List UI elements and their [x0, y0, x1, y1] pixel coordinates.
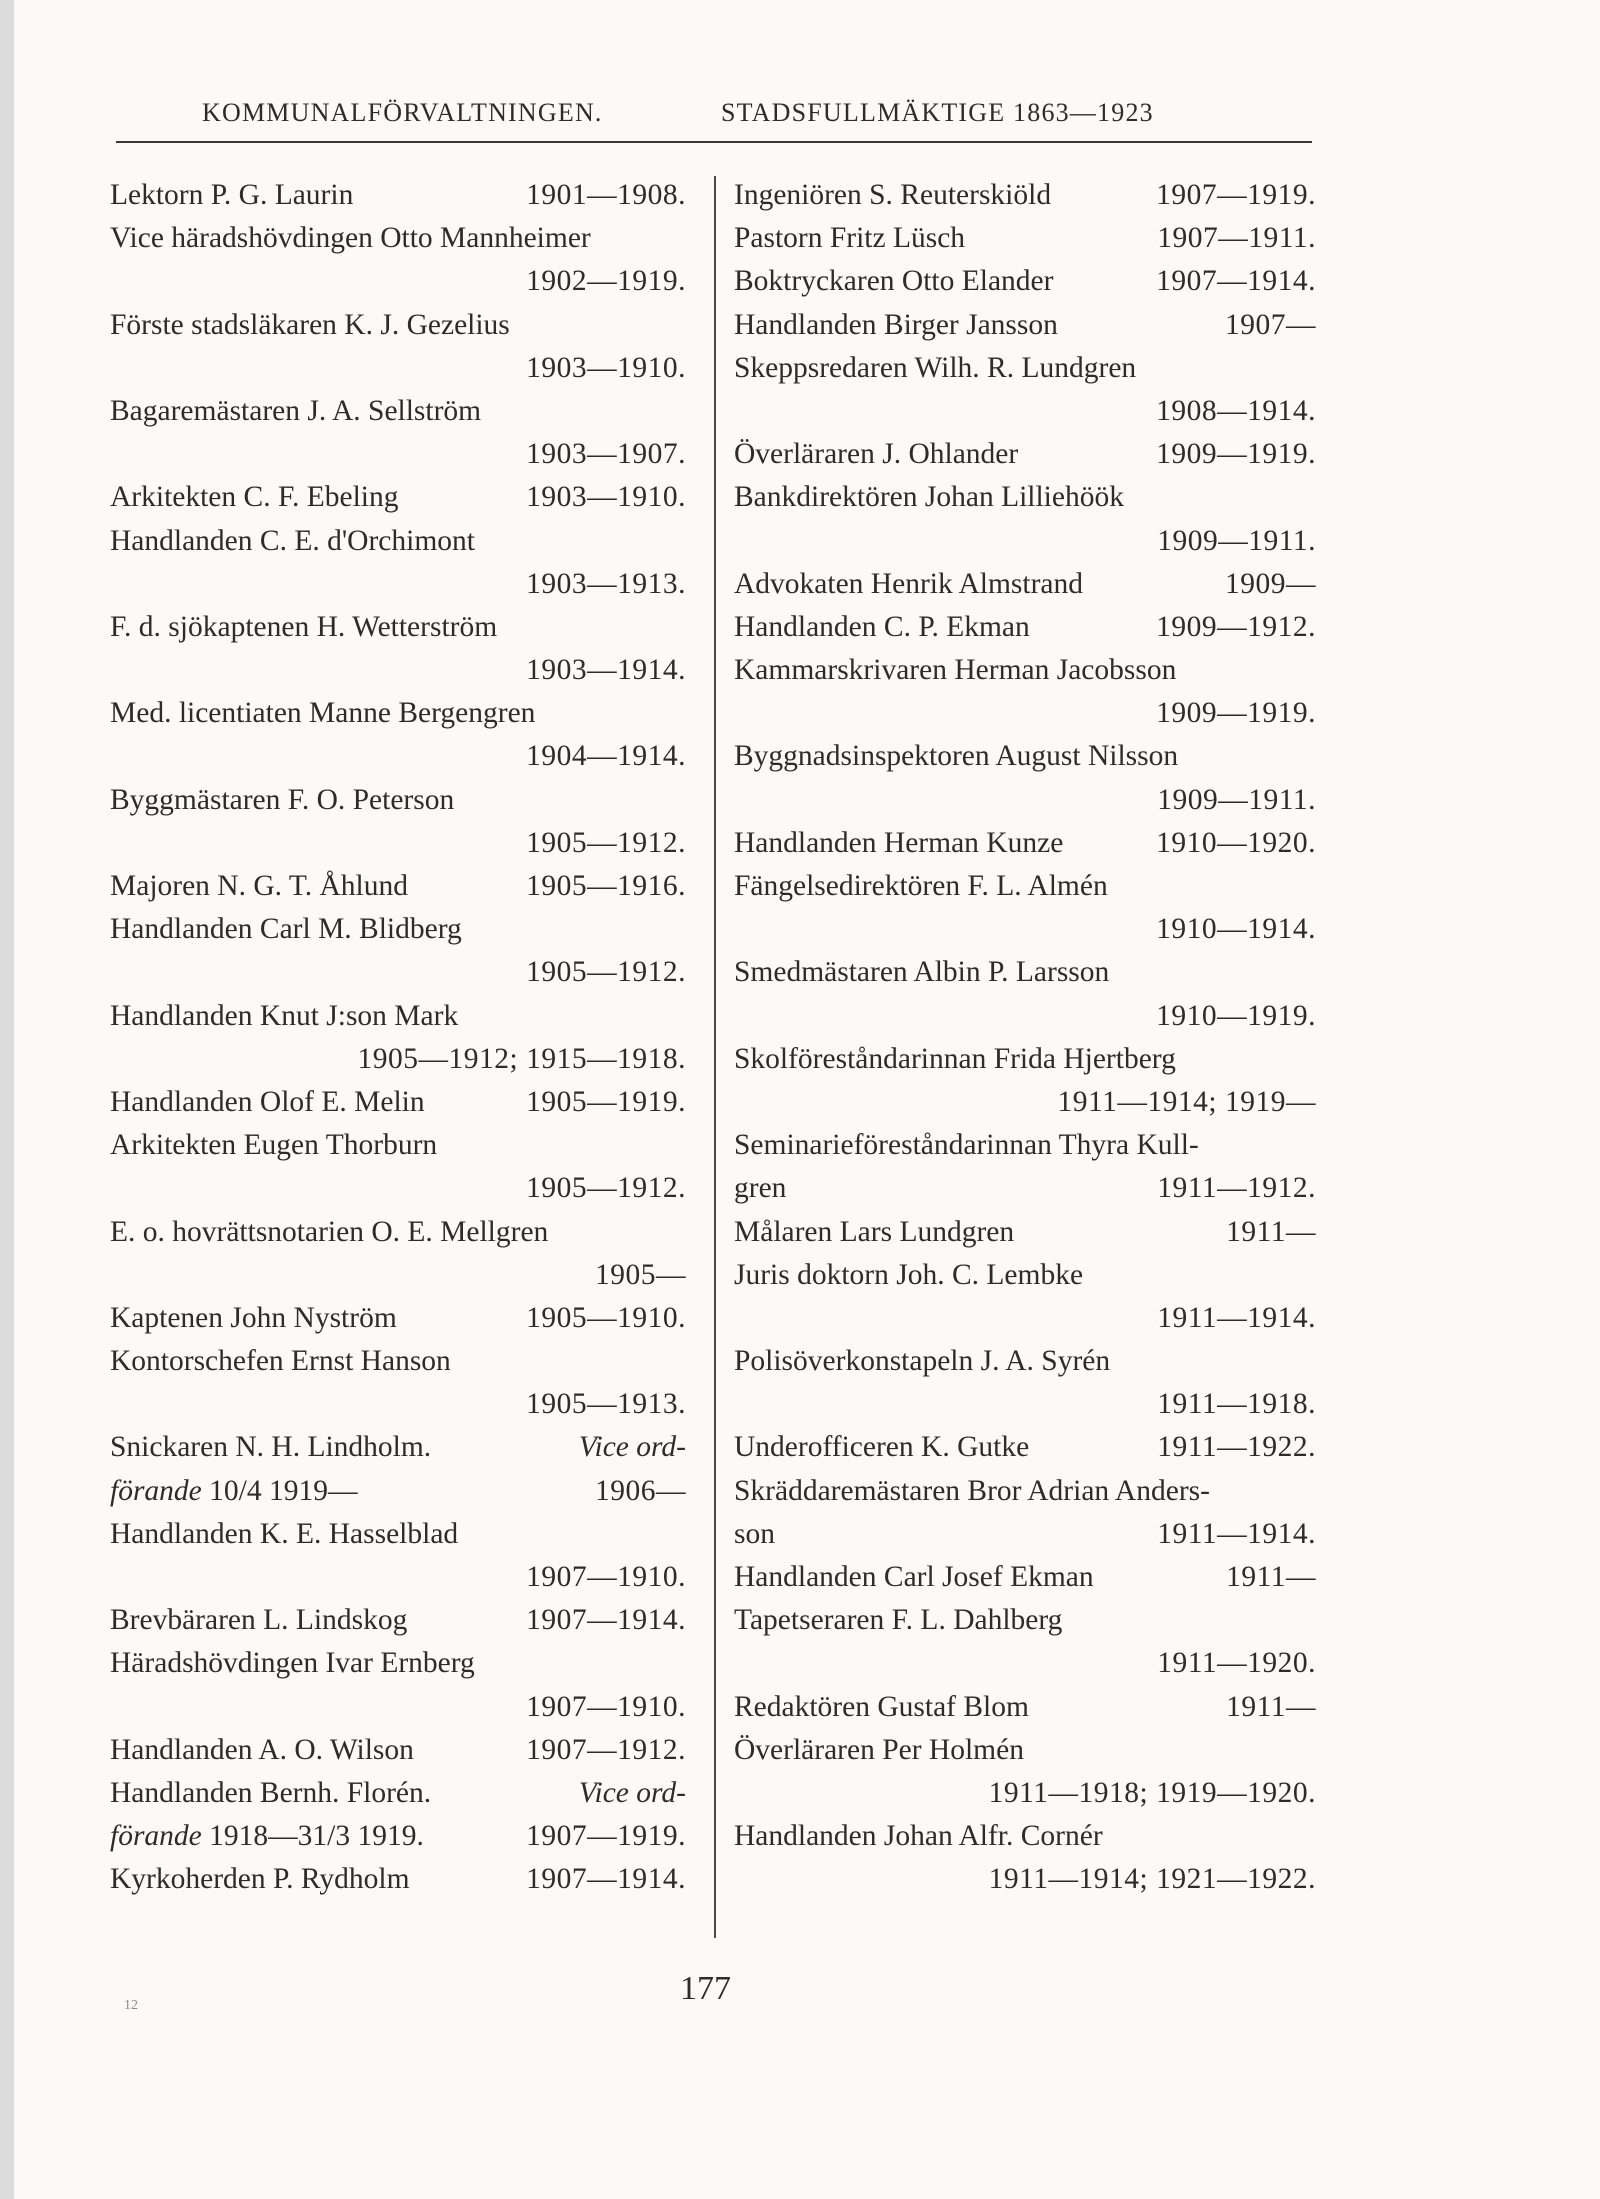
entry-years: 1911— — [1226, 1690, 1316, 1723]
entry-line — [110, 822, 686, 865]
entry-name: Handlanden Bernh. Florén. — [110, 1776, 432, 1809]
entry-text — [734, 606, 1030, 649]
entry-years: 1911— — [1226, 1561, 1316, 1593]
entry-line — [734, 1513, 1316, 1556]
entry-line — [734, 260, 1316, 303]
entry-text — [734, 1259, 1083, 1291]
entry-text — [734, 870, 1108, 902]
entry-text — [110, 222, 591, 254]
entry-years: 1910—1920. — [1156, 826, 1316, 859]
entry-name: Byggnadsinspektoren August Nilsson — [734, 740, 1179, 773]
entry-text — [734, 1513, 775, 1556]
entry-line — [734, 1297, 1316, 1340]
entry-years: 1902—1919. — [526, 265, 686, 298]
entry-text — [734, 1043, 1176, 1075]
entry-years: 1911—1914; 1921—1922. — [988, 1863, 1316, 1896]
entry-name: Överläraren J. Ohlander — [734, 438, 1019, 471]
entry-text — [110, 1297, 397, 1340]
entry-text — [734, 174, 1051, 217]
entry-line — [734, 1599, 1316, 1642]
entry-name: Handlanden C. E. d'Orchimont — [110, 524, 475, 557]
entry-line — [110, 476, 686, 519]
entry-italic: förande — [110, 1820, 202, 1853]
entry-line — [734, 1340, 1316, 1383]
entry-name: Arkitekten Eugen Thorburn — [110, 1129, 438, 1162]
entry-name: Kontorschefen Ernst Hanson — [110, 1345, 451, 1378]
entry-years: 1905— — [595, 1258, 686, 1291]
entry-name: 10/4 1919— — [209, 1474, 358, 1507]
entry-line — [110, 1815, 686, 1858]
entry-text — [110, 865, 408, 908]
entry-text — [734, 1686, 1029, 1729]
entry-line — [734, 390, 1316, 433]
entry-line — [110, 1297, 686, 1340]
entry-text — [734, 481, 1124, 513]
entry-text — [734, 1167, 786, 1210]
entry-text — [734, 563, 1083, 606]
entry-years: 1911—1914; 1919— — [1057, 1085, 1316, 1118]
entry-line — [734, 1815, 1316, 1858]
entry-line — [734, 520, 1316, 563]
entry-name: F. d. sjökaptenen H. Wetterström — [110, 610, 498, 643]
entry-text — [110, 1216, 548, 1248]
entry-name: Seminarieföreståndarinnan Thyra Kull- — [734, 1129, 1199, 1162]
entry-text — [734, 1211, 1014, 1254]
entry-text — [734, 1604, 1062, 1636]
entry-italic: Vice ord- — [578, 1431, 686, 1464]
entry-name: Bagaremästaren J. A. Sellström — [110, 394, 482, 427]
entry-years: 1911— — [1226, 1215, 1316, 1248]
entry-text — [110, 697, 535, 729]
entry-text — [110, 1599, 407, 1642]
entry-line — [734, 1211, 1316, 1254]
entry-italic: Vice ord- — [578, 1776, 686, 1809]
entry-name: Handlanden Johan Alfr. Cornér — [734, 1820, 1103, 1853]
entry-text — [734, 433, 1018, 476]
entry-years: 1911—1918. — [1157, 1388, 1316, 1421]
entry-text — [110, 1647, 475, 1679]
entry-line — [734, 1642, 1316, 1685]
entry-line — [110, 217, 686, 260]
entry-name: Underofficeren K. Gutke — [734, 1431, 1030, 1464]
entry-years: 1903—1914. — [526, 654, 686, 687]
entry-name: E. o. hovrättsnotarien O. E. Mellgren — [110, 1215, 549, 1248]
entry-line — [734, 563, 1316, 606]
entry-years: 1905—1912. — [526, 826, 686, 859]
entry-text — [734, 822, 1063, 865]
entry-line — [110, 1340, 686, 1383]
entry-line — [734, 951, 1316, 994]
entry-line — [110, 520, 686, 563]
entry-name: Juris doktorn Joh. C. Lembke — [734, 1258, 1084, 1291]
entry-text — [110, 913, 462, 945]
entry-years: 1906— — [595, 1474, 686, 1507]
entry-text — [110, 1470, 357, 1513]
entry-text — [734, 654, 1176, 686]
entry-line — [734, 1686, 1316, 1729]
entry-line — [734, 995, 1316, 1038]
entry-years: 1907—1911. — [1157, 222, 1316, 255]
entry-line — [734, 735, 1316, 778]
entry-name: Handlanden Birger Jansson — [734, 308, 1058, 341]
entry-years: 1909—1911. — [1157, 524, 1316, 557]
entry-line — [110, 606, 686, 649]
column-divider — [714, 176, 716, 1938]
entry-years: 1911—1914. — [1157, 1517, 1316, 1550]
entry-text — [110, 476, 399, 519]
entry-text — [110, 1815, 424, 1858]
entry-line — [734, 779, 1316, 822]
entry-line — [734, 1426, 1316, 1469]
entry-line — [734, 1167, 1316, 1210]
entry-line — [734, 1254, 1316, 1297]
entry-text — [110, 1518, 458, 1550]
entry-line — [110, 1211, 686, 1254]
entry-text — [734, 1820, 1103, 1852]
entry-name: Snickaren N. H. Lindholm. — [110, 1431, 432, 1464]
entry-text — [734, 1734, 1024, 1766]
entry-line — [110, 908, 686, 951]
entry-years: 1907— — [1225, 308, 1316, 341]
entry-years: 1909—1919. — [1156, 697, 1316, 730]
entry-text — [734, 304, 1058, 347]
entry-text — [734, 1129, 1199, 1161]
entry-text — [734, 217, 965, 260]
entry-name: Bankdirektören Johan Lilliehöök — [734, 481, 1124, 514]
entry-text — [110, 611, 497, 643]
entry-text — [110, 1000, 458, 1032]
entry-line — [110, 563, 686, 606]
entry-name: Byggmästaren F. O. Peterson — [110, 783, 455, 816]
entry-name: Handlanden Carl Josef Ekman — [734, 1561, 1094, 1593]
entry-line — [110, 1858, 686, 1901]
entry-years: 1903—1907. — [526, 438, 686, 471]
entry-text — [110, 1081, 425, 1124]
right-column — [734, 174, 1316, 1902]
entry-line — [110, 1513, 686, 1556]
entry-name: son — [734, 1517, 775, 1550]
entry-line — [734, 304, 1316, 347]
entry-years: 1907—1919. — [1156, 179, 1316, 211]
entry-line — [110, 1426, 686, 1469]
entry-years: 1911—1922. — [1157, 1431, 1316, 1464]
entry-name: Kyrkoherden P. Rydholm — [110, 1863, 410, 1896]
entry-text — [734, 1345, 1110, 1377]
entry-text — [734, 260, 1053, 303]
entry-name: Skolföreståndarinnan Frida Hjertberg — [734, 1042, 1176, 1075]
entry-italic: förande — [110, 1474, 202, 1507]
entry-line — [734, 347, 1316, 390]
entry-name: Fängelsedirektören F. L. Almén — [734, 870, 1108, 902]
entry-line — [110, 1470, 686, 1513]
entry-name: Lektorn P. G. Laurin — [110, 179, 354, 211]
entry-text — [110, 784, 454, 816]
entry-years: 1903—1910. — [526, 481, 686, 514]
entry-years: 1908—1914. — [1156, 394, 1316, 427]
entry-name: Kammarskrivaren Herman Jacobsson — [734, 654, 1177, 687]
entry-text — [110, 1729, 414, 1772]
entry-name: Boktryckaren Otto Elander — [734, 265, 1054, 298]
entry-line — [110, 951, 686, 994]
entry-years: 1911—1918; 1919—1920. — [988, 1776, 1316, 1809]
entry-name: Pastorn Fritz Lüsch — [734, 222, 966, 255]
entry-text — [734, 1426, 1029, 1469]
entry-text — [734, 352, 1136, 384]
entry-line — [734, 1556, 1316, 1599]
entry-line — [734, 908, 1316, 951]
entry-name: Ingeniören S. Reuterskiöld — [734, 179, 1052, 211]
entry-text — [110, 395, 481, 427]
entry-years: 1903—1910. — [526, 351, 686, 384]
left-column — [110, 174, 686, 1902]
page-number: 177 — [680, 1970, 731, 2007]
entry-line — [110, 1383, 686, 1426]
entry-years: 1911—1914. — [1157, 1301, 1316, 1334]
entry-line — [734, 865, 1316, 908]
entry-line — [110, 1772, 686, 1815]
entry-line — [110, 1599, 686, 1642]
entry-name: Handlanden Herman Kunze — [734, 826, 1064, 859]
entry-name: Målaren Lars Lundgren — [734, 1215, 1015, 1248]
entry-years: 1907—1914. — [1156, 265, 1316, 298]
entry-line — [110, 433, 686, 476]
entry-line — [734, 1124, 1316, 1167]
entry-text — [734, 740, 1178, 772]
entry-line — [734, 822, 1316, 865]
entry-years: 1905—1912. — [526, 956, 686, 989]
entry-years: 1909— — [1225, 567, 1316, 600]
entry-line — [734, 174, 1316, 217]
entry-line — [734, 1038, 1316, 1081]
entry-years: 1909—1911. — [1157, 783, 1316, 816]
entry-years: 1901—1908. — [526, 179, 686, 211]
entry-line — [110, 174, 686, 217]
entry-years: 1905—1913. — [526, 1388, 686, 1421]
entry-line — [110, 347, 686, 390]
header-rule — [116, 141, 1312, 143]
entry-name: Skeppsredaren Wilh. R. Lundgren — [734, 351, 1137, 384]
entry-years: 1905—1910. — [526, 1301, 686, 1334]
entry-text — [110, 309, 510, 341]
entry-name: Med. licentiaten Manne Bergengren — [110, 697, 536, 730]
entry-name: Kaptenen John Nyström — [110, 1301, 397, 1334]
entry-text — [734, 1475, 1210, 1507]
entry-name: Vice häradshövdingen Otto Mannheimer — [110, 222, 591, 255]
entry-line — [110, 304, 686, 347]
entry-line — [110, 649, 686, 692]
entry-line — [110, 1081, 686, 1124]
entry-line — [110, 692, 686, 735]
entry-years: 1907—1919. — [526, 1820, 686, 1853]
entry-line — [734, 1858, 1316, 1901]
entry-name: Polisöverkonstapeln J. A. Syrén — [734, 1345, 1111, 1378]
entry-line — [734, 217, 1316, 260]
entry-line — [110, 1124, 686, 1167]
entry-text — [110, 525, 475, 557]
entry-text — [734, 956, 1109, 988]
entry-years: 1905—1912; 1915—1918. — [357, 1042, 686, 1075]
entry-years: 1905—1919. — [526, 1085, 686, 1118]
entry-line — [110, 1729, 686, 1772]
entry-name: Skräddaremästaren Bror Adrian Anders- — [734, 1474, 1210, 1507]
entry-line — [734, 649, 1316, 692]
entry-line — [110, 1167, 686, 1210]
header-right: STADSFULLMÄKTIGE 1863—1923 — [721, 98, 1154, 127]
entry-line — [734, 1729, 1316, 1772]
entry-years: 1911—1912. — [1157, 1172, 1316, 1205]
entry-name: Handlanden A. O. Wilson — [110, 1733, 414, 1766]
entry-line — [734, 692, 1316, 735]
entry-name: Majoren N. G. T. Åhlund — [110, 870, 408, 902]
entry-name: Handlanden K. E. Hasselblad — [110, 1517, 459, 1550]
entry-line — [734, 433, 1316, 476]
entry-line — [734, 1470, 1316, 1513]
entry-name: Överläraren Per Holmén — [734, 1733, 1024, 1766]
entry-line — [110, 1038, 686, 1081]
entry-name: Smedmästaren Albin P. Larsson — [734, 956, 1110, 989]
entry-name: Tapetseraren F. L. Dahlberg — [734, 1604, 1063, 1637]
entry-line — [734, 1772, 1316, 1815]
entry-text — [110, 1345, 451, 1377]
entry-name: Brevbäraren L. Lindskog — [110, 1604, 408, 1637]
entry-name: Arkitekten C. F. Ebeling — [110, 481, 399, 514]
entry-name: Redaktören Gustaf Blom — [734, 1690, 1029, 1723]
entry-line — [110, 995, 686, 1038]
entry-years: 1910—1914. — [1156, 913, 1316, 946]
entry-text — [734, 1556, 1094, 1599]
entry-line — [110, 260, 686, 303]
entry-name: gren — [734, 1172, 787, 1205]
entry-years: 1911—1920. — [1157, 1647, 1316, 1680]
entry-line — [110, 779, 686, 822]
entry-name: 1918—31/3 1919. — [209, 1820, 424, 1853]
entry-text — [110, 1129, 437, 1161]
entry-years: 1907—1914. — [526, 1604, 686, 1637]
running-header — [116, 88, 1312, 138]
entry-years: 1907—1910. — [526, 1561, 686, 1593]
entry-name: Handlanden Carl M. Blidberg — [110, 913, 462, 946]
entry-years: 1904—1914. — [526, 740, 686, 773]
entry-name: Häradshövdingen Ivar Ernberg — [110, 1647, 475, 1680]
entry-years: 1910—1919. — [1156, 999, 1316, 1032]
entry-years: 1905—1912. — [526, 1172, 686, 1205]
entry-line — [110, 390, 686, 433]
scan-edge — [0, 0, 14, 2199]
entry-years: 1905—1916. — [526, 870, 686, 902]
entry-line — [110, 865, 686, 908]
entry-years: 1907—1912. — [526, 1733, 686, 1766]
entry-text — [110, 1858, 410, 1901]
entry-years: 1907—1914. — [526, 1863, 686, 1896]
entry-years: 1909—1912. — [1156, 610, 1316, 643]
entry-line — [110, 735, 686, 778]
entry-name: Handlanden Knut J:son Mark — [110, 999, 459, 1032]
signature-mark: 12 — [124, 1998, 138, 2013]
entry-name: Handlanden C. P. Ekman — [734, 610, 1030, 643]
header-left: KOMMUNALFÖRVALTNINGEN. — [202, 98, 603, 127]
entry-years: 1907—1910. — [526, 1690, 686, 1723]
entry-line — [110, 1556, 686, 1599]
entry-text — [110, 174, 353, 217]
entry-line — [734, 476, 1316, 519]
entry-line — [110, 1642, 686, 1685]
entry-line — [734, 1383, 1316, 1426]
entry-name: Advokaten Henrik Almstrand — [734, 567, 1084, 600]
entry-years: 1909—1919. — [1156, 438, 1316, 471]
entry-line — [110, 1254, 686, 1297]
entry-name: Förste stadsläkaren K. J. Gezelius — [110, 308, 510, 341]
entry-line — [734, 1081, 1316, 1124]
entry-line — [734, 606, 1316, 649]
entry-years: 1903—1913. — [526, 567, 686, 600]
entry-name: Handlanden Olof E. Melin — [110, 1085, 425, 1118]
entry-line — [110, 1686, 686, 1729]
